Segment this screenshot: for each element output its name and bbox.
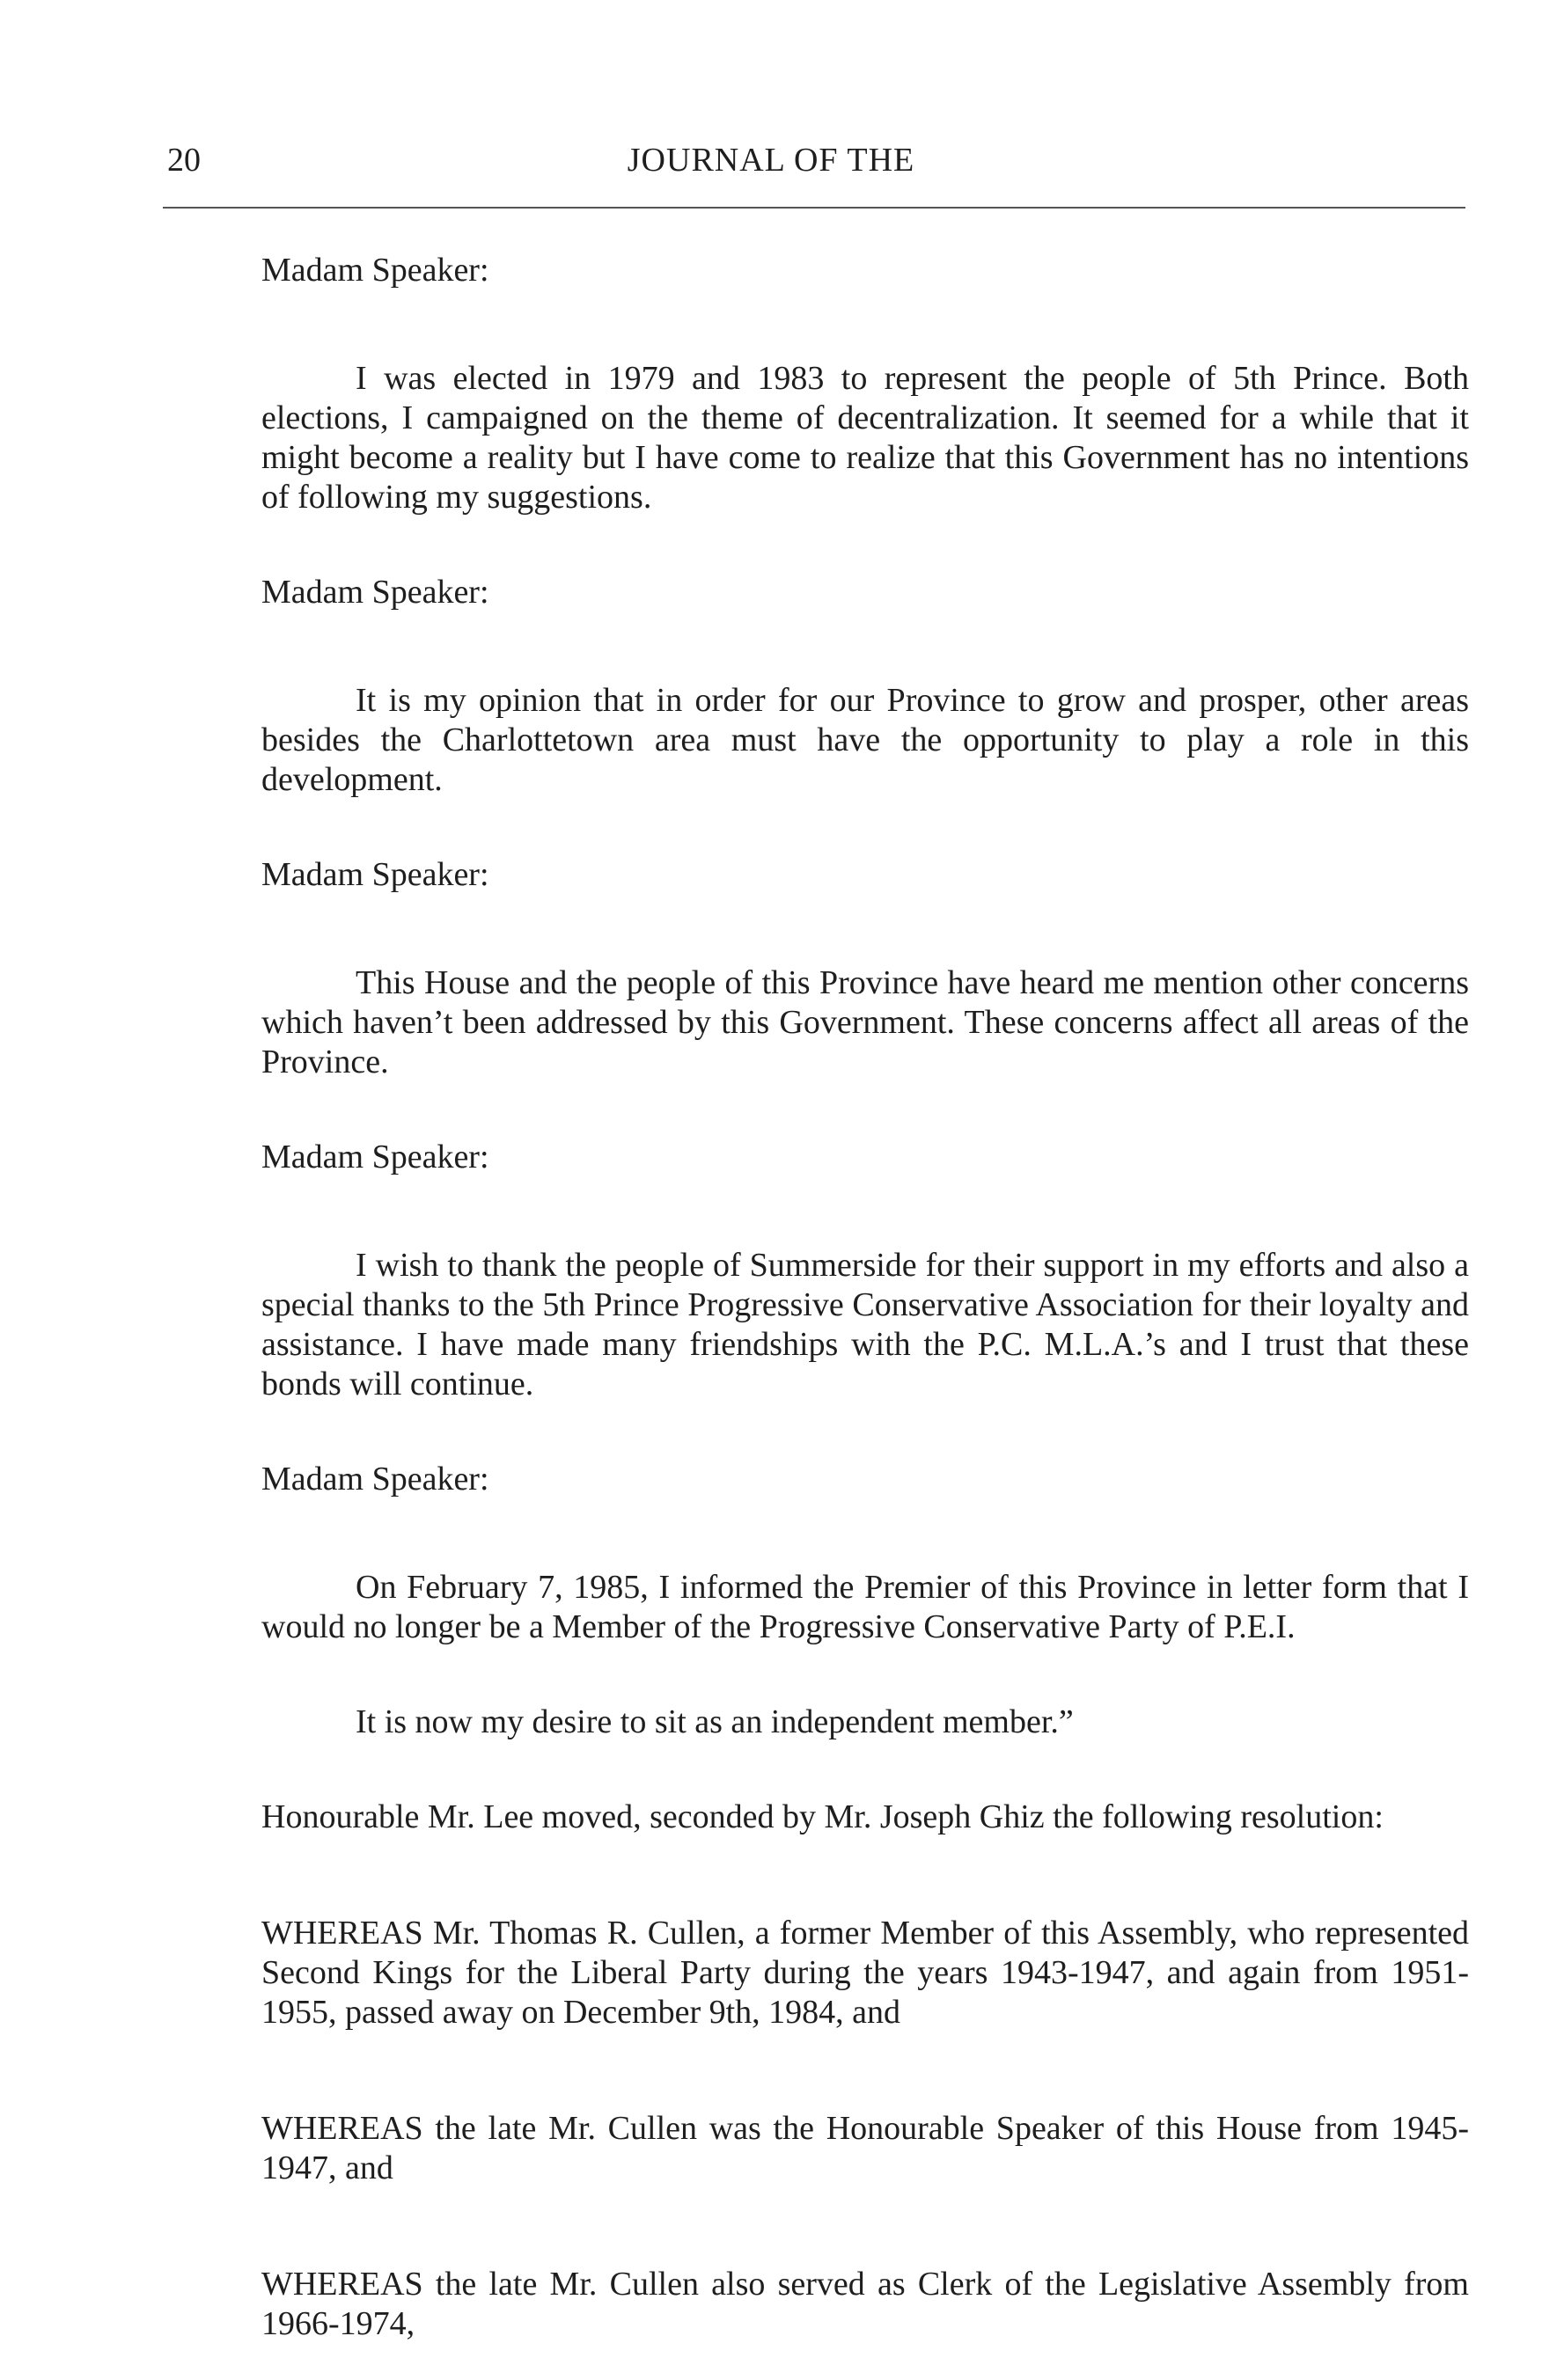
whereas-clause: WHEREAS the late Mr. Cullen also served as Clerk of the Legislative Assembly from 1966-1974, (261, 2266, 1469, 2342)
journal-body (261, 251, 1469, 2344)
page-number: 20 (167, 142, 201, 179)
paragraph: On February 7, 1985, I informed the Premier of this Province in letter form that I would no longer be a Member of the Progressive Conservative Party of P.E.I. (261, 1569, 1469, 1645)
salutation: Madam Speaker: (261, 1461, 489, 1498)
resolution-intro: Honourable Mr. Lee moved, seconded by Mr. Joseph Ghiz the following resolution: (261, 1798, 1384, 1835)
paragraph: I was elected in 1979 and 1983 to represent the people of 5th Prince. Both elections, I campaigned on the theme of decentralization. It seemed for a while that it might become a reality but I have come to realize that this Government has no intentions of following my suggestions. (261, 360, 1469, 516)
salutation: Madam Speaker: (261, 574, 489, 611)
whereas-clause: WHEREAS Mr. Thomas R. Cullen, a former Member of this Assembly, who represented Second Kings for the Liberal Party during the years 1943-1947, and again from 1951-1955, passed away on December 9th, 1984, and (261, 1915, 1469, 2031)
salutation: Madam Speaker: (261, 856, 489, 893)
closing-paragraph: It is now my desire to sit as an independent member.” (356, 1703, 1074, 1740)
paragraph: It is my opinion that in order for our Province to grow and prosper, other areas besides the Charlottetown area must have the opportunity to play a role in this development. (261, 682, 1469, 798)
paragraph: This House and the people of this Province have heard me mention other concerns which haven’t been addressed by this Government. These concerns affect all areas of the Province. (261, 964, 1469, 1080)
salutation: Madam Speaker: (261, 1139, 489, 1175)
header-rule (163, 207, 1465, 209)
paragraph: I wish to thank the people of Summerside for their support in my efforts and also a special thanks to the 5th Prince Progressive Conservative Association for their loyalty and assistance. I have made many friendships with the P.C. M.L.A.’s and I trust that these bonds will continue. (261, 1247, 1469, 1402)
salutation: Madam Speaker: (261, 252, 489, 289)
whereas-clause: WHEREAS the late Mr. Cullen was the Honourable Speaker of this House from 1945-1947, and (261, 2110, 1469, 2186)
running-head: JOURNAL OF THE (627, 142, 915, 179)
